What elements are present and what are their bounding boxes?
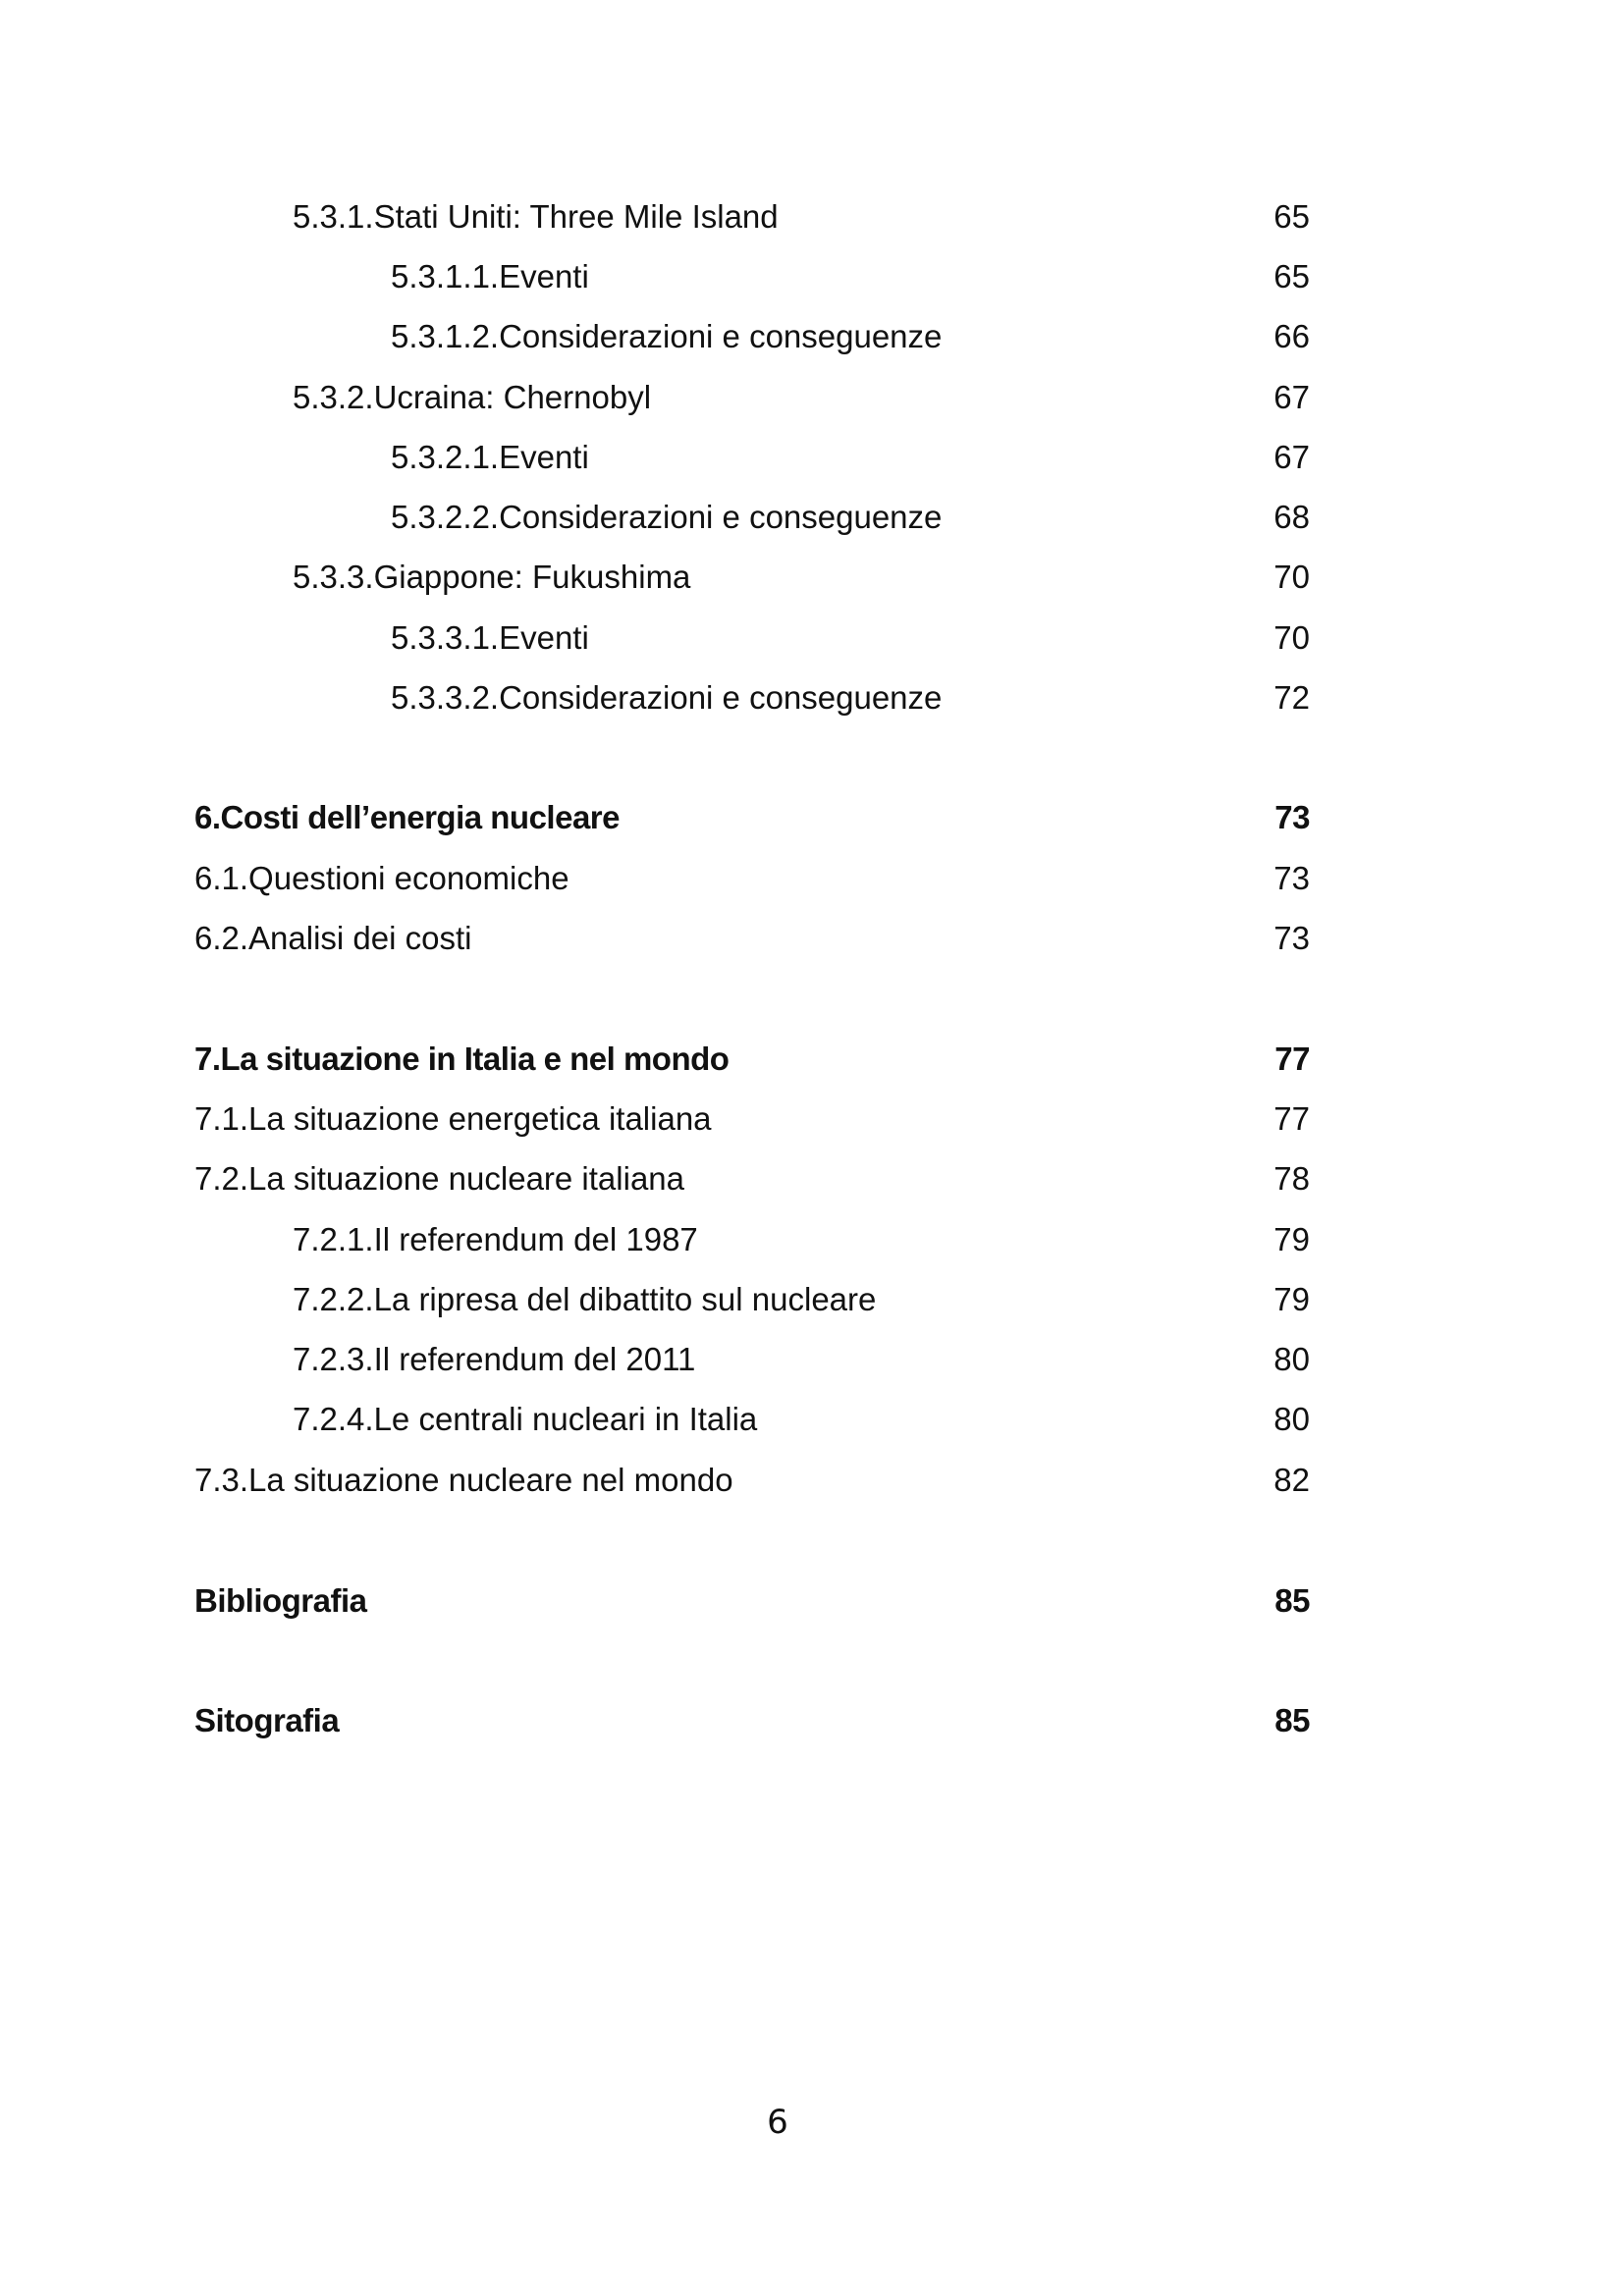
toc-entry-page: 68: [1273, 499, 1310, 535]
toc-entry-title: 5.3.3.1.Eventi: [391, 619, 589, 656]
toc-entry: [0, 192, 1624, 241]
toc-entry: [0, 1335, 1624, 1384]
toc-chapter-title: 6.Costi dell’energia nucleare: [194, 799, 620, 835]
toc-entry-title: 5.3.1.1.Eventi: [391, 258, 589, 294]
toc-entry-page: 66: [1273, 318, 1310, 354]
toc-entry-title: 7.2.2.La ripresa del dibattito sul nucleare: [293, 1281, 877, 1317]
toc-entry-title: 6.1.Questioni economiche: [194, 860, 569, 896]
toc-entry-page: 78: [1273, 1160, 1310, 1197]
toc-entry-title: 7.2.4.Le centrali nucleari in Italia: [293, 1401, 758, 1437]
toc-entry-title: 5.3.3.Giappone: Fukushima: [293, 559, 691, 595]
toc-entry-page: 80: [1273, 1401, 1310, 1437]
toc-entry: [0, 1456, 1624, 1505]
toc-entry-page: 79: [1273, 1281, 1310, 1317]
toc-entry-page: 67: [1273, 379, 1310, 415]
toc-entry: [0, 373, 1624, 422]
toc-chapter-title: Sitografia: [194, 1702, 340, 1738]
toc-entry-page: 70: [1273, 559, 1310, 595]
toc-entry-title: 5.3.1.2.Considerazioni e conseguenze: [391, 318, 943, 354]
toc-entry-page: 72: [1273, 679, 1310, 716]
toc-entry-title: 7.3.La situazione nucleare nel mondo: [194, 1462, 733, 1498]
toc-entry-page: 77: [1273, 1100, 1310, 1137]
toc-entry-title: 5.3.2.2.Considerazioni e conseguenze: [391, 499, 943, 535]
toc-entry: [0, 673, 1624, 722]
toc-chapter-page: 77: [1274, 1041, 1310, 1077]
toc-entry: [0, 252, 1624, 301]
toc-chapter: [0, 1696, 1624, 1745]
toc-entry-title: 5.3.2.1.Eventi: [391, 439, 589, 475]
toc-entry: [0, 312, 1624, 361]
toc-entry-title: 7.2.1.Il referendum del 1987: [293, 1221, 698, 1257]
toc-entry: [0, 433, 1624, 482]
toc-chapter-title: 7.La situazione in Italia e nel mondo: [194, 1041, 730, 1077]
toc-entry-page: 70: [1273, 619, 1310, 656]
toc-entry-page: 73: [1273, 920, 1310, 956]
toc-entry: [0, 1095, 1624, 1144]
toc-entry: [0, 1215, 1624, 1264]
toc-chapter-page: 73: [1274, 799, 1310, 835]
toc-entry: [0, 914, 1624, 963]
toc-entry-page: 82: [1273, 1462, 1310, 1498]
toc-chapter-page: 85: [1274, 1582, 1310, 1619]
toc-entry-page: 73: [1273, 860, 1310, 896]
toc-entry: [0, 493, 1624, 542]
toc-entry-title: 6.2.Analisi dei costi: [194, 920, 472, 956]
page-number: 6: [767, 2103, 788, 2142]
toc-chapter: [0, 1576, 1624, 1626]
toc-entry-page: 65: [1273, 258, 1310, 294]
toc-entry-title: 5.3.2.Ucraina: Chernobyl: [293, 379, 652, 415]
toc-entry-title: 7.1.La situazione energetica italiana: [194, 1100, 712, 1137]
toc-chapter-page: 85: [1274, 1702, 1310, 1738]
toc-entry-title: 5.3.1.Stati Uniti: Three Mile Island: [293, 198, 779, 235]
toc-entry-title: 7.2.3.Il referendum del 2011: [293, 1341, 696, 1377]
toc-entry: [0, 1154, 1624, 1203]
toc-chapter: [0, 793, 1624, 842]
toc-entry: [0, 614, 1624, 663]
toc-entry: [0, 553, 1624, 602]
toc-entry-page: 79: [1273, 1221, 1310, 1257]
toc-entry: [0, 854, 1624, 903]
toc-entry-page: 80: [1273, 1341, 1310, 1377]
toc-entry-title: 5.3.3.2.Considerazioni e conseguenze: [391, 679, 943, 716]
toc-entry: [0, 1395, 1624, 1444]
toc-chapter: [0, 1035, 1624, 1084]
toc-chapter-title: Bibliografia: [194, 1582, 367, 1619]
toc-entry-page: 67: [1273, 439, 1310, 475]
toc-entry: [0, 1275, 1624, 1324]
toc-entry-title: 7.2.La situazione nucleare italiana: [194, 1160, 685, 1197]
toc-entry-page: 65: [1273, 198, 1310, 235]
